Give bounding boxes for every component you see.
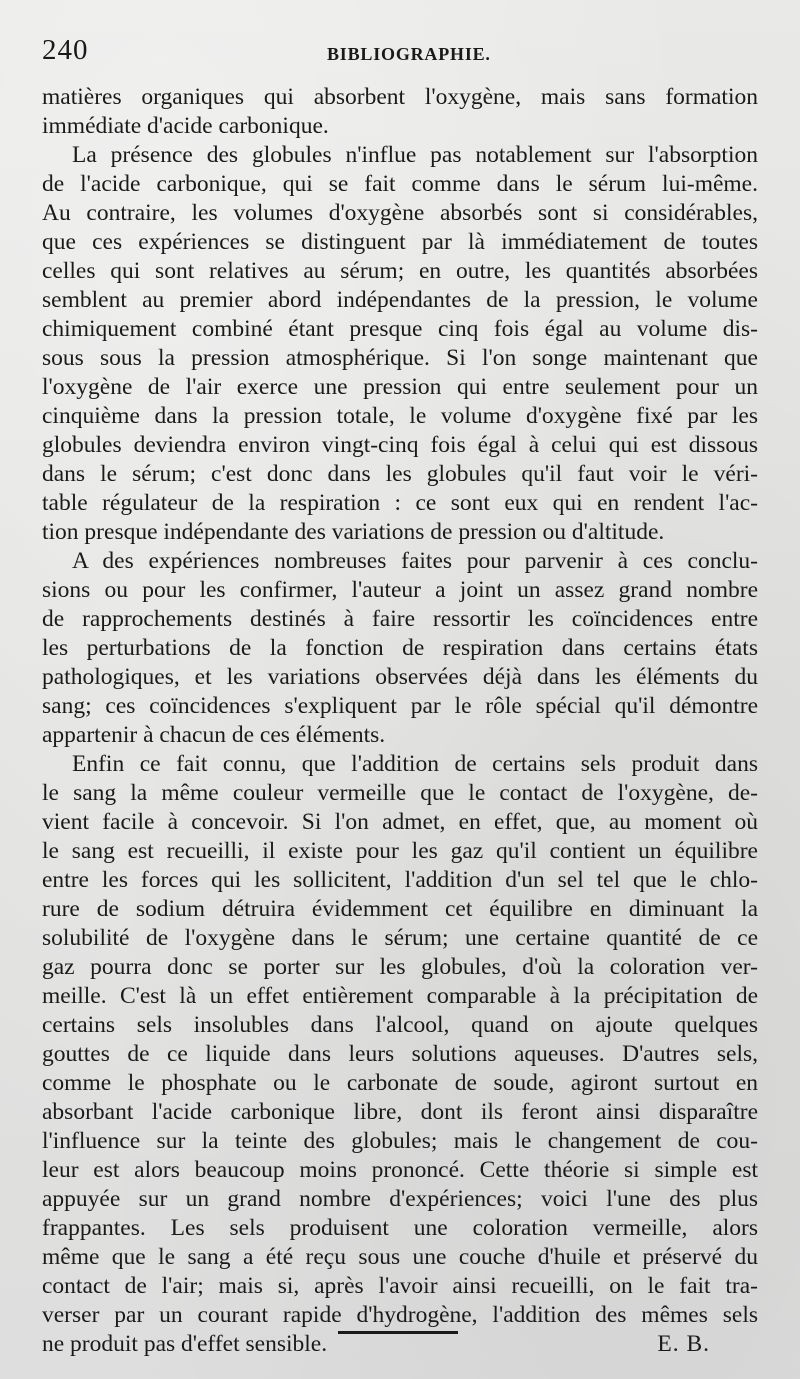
text-line: solubilité de l'oxygène dans le sérum; une certaine quantité de ce bbox=[42, 925, 758, 951]
text-line: semblent au premier abord indépendantes de la pression, le volume bbox=[42, 287, 758, 313]
text-line: le sang la même couleur vermeille que le contact de l'oxygène, de- bbox=[42, 780, 758, 806]
text-line: Enfin ce fait connu, que l'addition de certains sels produit dans bbox=[72, 751, 758, 777]
text-line: dans le sérum; c'est donc dans les globules qu'il faut voir le véri- bbox=[42, 461, 758, 487]
text-line: sions ou pour les confirmer, l'auteur a joint un assez grand nombre bbox=[42, 577, 758, 603]
text-line: que ces expériences se distinguent par là immédiatement de toutes bbox=[42, 229, 758, 255]
text-line: chimiquement combiné étant presque cinq fois égal au volume dis- bbox=[42, 316, 758, 342]
text-line: Au contraire, les volumes d'oxygène absorbés sont si considérables, bbox=[42, 200, 758, 226]
text-line: tion presque indépendante des variations de pression ou d'altitude. bbox=[42, 519, 665, 545]
closing-line bbox=[42, 1330, 758, 1359]
text-line: le sang est recueilli, il existe pour les gaz qu'il contient un équilibre bbox=[42, 838, 758, 864]
paragraph bbox=[42, 750, 758, 1359]
paragraph bbox=[42, 547, 758, 750]
text-line: A des expériences nombreuses faites pour parvenir à ces conclu- bbox=[72, 548, 758, 574]
text-line: verser par un courant rapide d'hydrogène, l'addition des mêmes sels bbox=[42, 1302, 758, 1328]
text-line: sang; ces coïncidences s'expliquent par le rôle spécial qu'il démontre bbox=[42, 693, 758, 719]
text-line: La présence des globules n'influe pas notablement sur l'absorption bbox=[72, 142, 758, 168]
text-line: gouttes de ce liquide dans leurs solutions aqueuses. D'autres sels, bbox=[42, 1041, 758, 1067]
text-line: pathologiques, et les variations observées déjà dans les éléments du bbox=[42, 664, 758, 690]
text-line: table régulateur de la respiration : ce sont eux qui en rendent l'ac- bbox=[42, 490, 758, 516]
text-line: rure de sodium détruira évidemment cet équilibre en diminuant la bbox=[42, 896, 758, 922]
text-line: globules deviendra environ vingt-cinq fois égal à celui qui est dissous bbox=[42, 432, 758, 458]
text-line: contact de l'air; mais si, après l'avoir ainsi recueilli, on le fait tra- bbox=[42, 1273, 758, 1299]
text-line: vient facile à concevoir. Si l'on admet, en effet, que, au moment où bbox=[42, 809, 758, 835]
end-rule bbox=[338, 1331, 458, 1334]
paragraph bbox=[42, 141, 758, 547]
text-line: sous sous la pression atmosphérique. Si l'on songe maintenant que bbox=[42, 345, 758, 371]
text-line: meille. C'est là un effet entièrement comparable à la précipitation de bbox=[42, 983, 758, 1009]
text-line: gaz pourra donc se porter sur les globules, d'où la coloration ver- bbox=[42, 954, 758, 980]
text-line: de l'acide carbonique, qui se fait comme dans le sérum lui-même. bbox=[42, 171, 758, 197]
text-line: ne produit pas d'effet sensible. bbox=[42, 1331, 328, 1357]
text-line: celles qui sont relatives au sérum; en outre, les quantités absorbées bbox=[42, 258, 758, 284]
text-line: appartenir à chacun de ces éléments. bbox=[42, 722, 386, 748]
text-line: matières organiques qui absorbent l'oxygène, mais sans formation bbox=[42, 84, 758, 110]
text-line: l'oxygène de l'air exerce une pression qui entre seulement pour un bbox=[42, 374, 758, 400]
text-line: entre les forces qui les sollicitent, l'addition d'un sel tel que le chlo- bbox=[42, 867, 758, 893]
author-signature: E. B. bbox=[657, 1331, 710, 1357]
text-line: de rapprochements destinés à faire ressortir les coïncidences entre bbox=[42, 606, 758, 632]
text-line: appuyée sur un grand nombre d'expériences; voici l'une des plus bbox=[42, 1186, 758, 1212]
text-line: cinquième dans la pression totale, le volume d'oxygène fixé par les bbox=[42, 403, 758, 429]
text-line: immédiate d'acide carbonique. bbox=[42, 113, 329, 139]
text-line: les perturbations de la fonction de respiration dans certains états bbox=[42, 635, 758, 661]
text-line: comme le phosphate ou le carbonate de soude, agiront surtout en bbox=[42, 1070, 758, 1096]
page-number: 240 bbox=[42, 34, 89, 66]
running-title: BIBLIOGRAPHIE. bbox=[327, 44, 491, 64]
text-line: frappantes. Les sels produisent une coloration vermeille, alors bbox=[42, 1215, 758, 1241]
text-line: l'influence sur la teinte des globules; mais le changement de cou- bbox=[42, 1128, 758, 1154]
text-line: certains sels insolubles dans l'alcool, quand on ajoute quelques bbox=[42, 1012, 758, 1038]
text-line: leur est alors beaucoup moins prononcé. Cette théorie si simple est bbox=[42, 1157, 758, 1183]
paragraph bbox=[42, 83, 758, 141]
page-body bbox=[42, 83, 758, 1359]
text-line: même que le sang a été reçu sous une couche d'huile et préservé du bbox=[42, 1244, 758, 1270]
page-header bbox=[42, 30, 755, 70]
text-line: absorbant l'acide carbonique libre, dont ils feront ainsi disparaître bbox=[42, 1099, 758, 1125]
